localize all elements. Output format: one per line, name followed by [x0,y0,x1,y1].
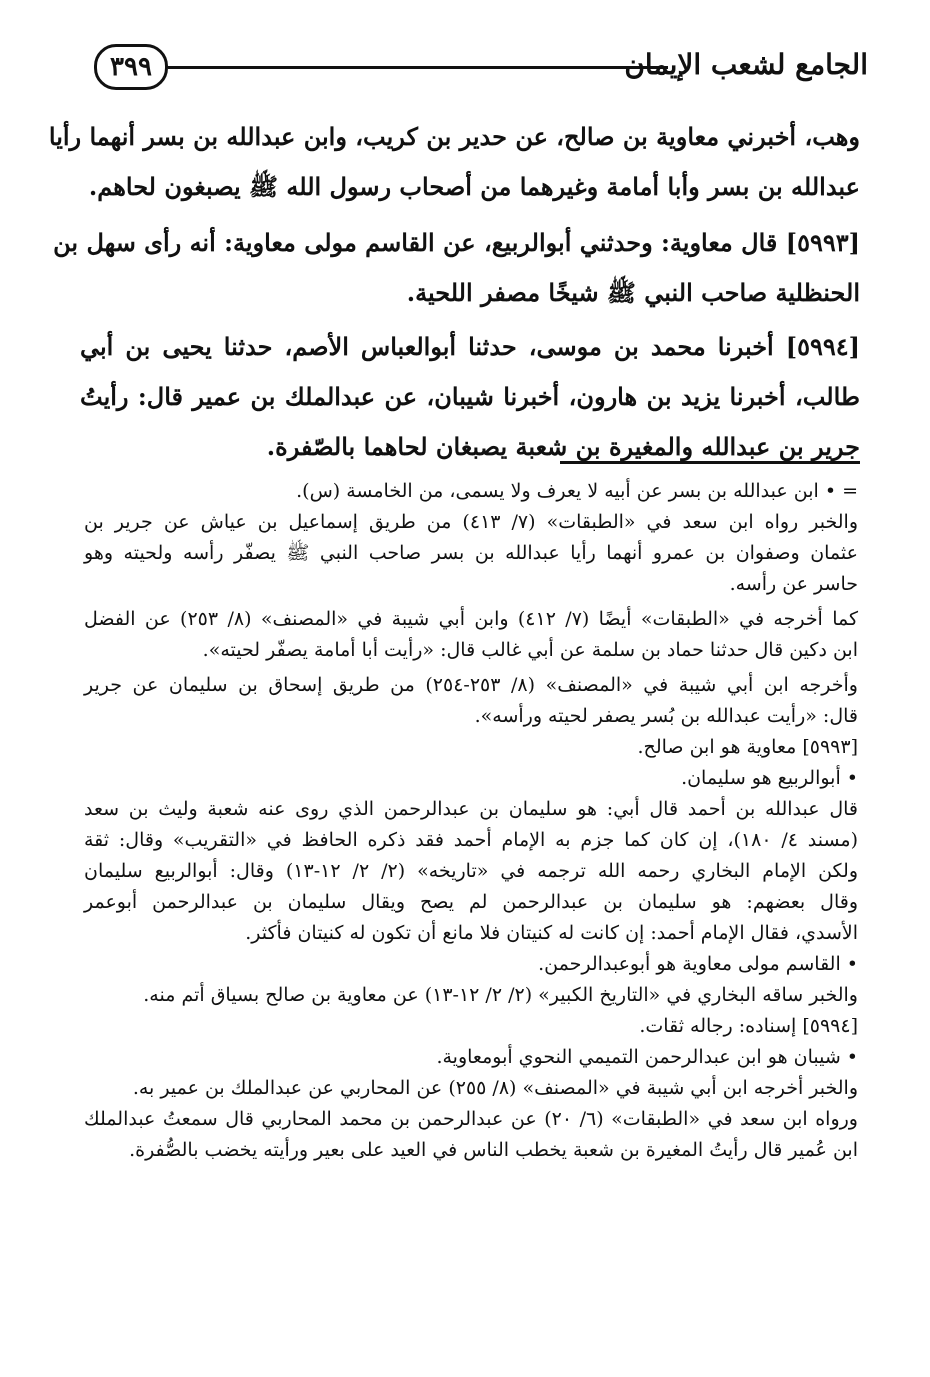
footnote-paragraph [84,732,858,763]
header-rule [168,66,668,69]
footnote-line: • أبوالربيع هو سليمان. [681,767,858,789]
text-line: [٥٩٩٣] قال معاوية: وحدثني أبوالربيع، عن القاسم مولى معاوية: أنه رأى سهل بن [53,228,860,257]
main-text [48,112,860,472]
footnote-line: ابن عُمير قال رأيتُ المغيرة بن شعبة يخطب الناس في العيد على بعير ورأيته يخضب بالصُّفرة. [129,1139,858,1161]
footnote-line: ابن دكين قال حدثنا حماد بن سلمة عن أبي غالب قال: «رأيت أبا أمامة يصفّر لحيته». [202,639,858,661]
running-title: الجامع لشعب الإيمان [624,48,868,81]
footnote-line: كما أخرجه في «الطبقات» أيضًا (٧/ ٤١٢) وابن أبي شيبة في «المصنف» (٨/ ٢٥٣) عن الفضل [84,608,859,630]
footnote-line: قال عبدالله بن أحمد قال أبي: هو سليمان بن عبدالرحمن الذي روى عنه شعبة وليث بن سعد [84,798,858,820]
text-line: طالب، أخبرنا يزيد بن هارون، أخبرنا شيبان، عن عبدالملك بن عمير قال: رأيتُ [80,382,860,411]
footnote-paragraph [84,949,858,980]
text-line: وهب، أخبرني معاوية بن صالح، عن حدير بن كريب، وابن عبدالله بن بسر أنهما رأيا [48,122,860,151]
footnote-line: • القاسم مولى معاوية هو أبوعبدالرحمن. [538,953,858,975]
footnote-paragraph [84,763,858,794]
paragraph-5994 [80,322,860,472]
footnote-paragraph [84,794,858,949]
footnote-line: والخبر رواه ابن سعد في «الطبقات» (٧/ ٤١٣) من طريق إسماعيل بن عياش عن جرير بن [84,511,858,533]
footnote-line: ولكن الإمام البخاري رحمه الله ترجمه في «تاريخه» (٢/ ٢/ ١٢-١٣) وقال: أبوالربيع سليمان [84,860,858,882]
footnote-paragraph [84,1104,858,1166]
footnote-paragraph [84,507,858,600]
footnote-line: [٥٩٩٣] معاوية هو ابن صالح. [637,736,858,758]
footnote-line: ورواه ابن سعد في «الطبقات» (٦/ ٢٠) عن عبدالرحمن بن محمد المحاربي قال سمعتُ عبدالملك [84,1108,858,1130]
text-line: [٥٩٩٤] أخبرنا محمد بن موسى، حدثنا أبوالعباس الأصم، حدثنا يحيى بن أبي [80,332,860,361]
page-header [88,40,868,100]
footnote-line: قال: «رأيت عبدالله بن بُسر يصفر لحيته ورأسه». [474,705,858,727]
footnote-paragraph [84,1011,858,1042]
footnote-line: الأسدي، فقال الإمام أحمد: إن كانت له كنيتان فلا مانع أن تكون له كنيتان فأكثر. [245,922,858,944]
page-number: ٣٩٩ [94,44,168,90]
footnotes [84,476,858,1166]
paragraph-continuation [48,112,860,212]
footnote-line: وأخرجه ابن أبي شيبة في «المصنف» (٨/ ٢٥٣-٢٥٤) من طريق إسحاق بن سليمان عن جرير [84,674,858,696]
footnote-paragraph [84,1073,858,1104]
footnote-line: والخبر أخرجه ابن أبي شيبة في «المصنف» (٨/ ٢٥٥) عن المحاربي عن عبدالملك بن عمير به. [132,1077,858,1099]
footnote-paragraph [84,604,858,666]
footnote-line: • شيبان هو ابن عبدالرحمن التميمي النحوي أبومعاوية. [436,1046,858,1068]
footnote-separator [560,461,860,464]
footnote-paragraph [84,476,858,507]
footnote-line: [٥٩٩٤] إسناده: رجاله ثقات. [639,1015,858,1037]
text-line: الحنظلية صاحب النبي ﷺ شيخًا مصفر اللحية. [406,278,860,307]
footnote-line: عثمان وصفوان بن عمرو أنهما رأيا عبدالله بن بسر صاحب النبي ﷺ يصفّر رأسه ولحيته وهو [84,542,858,564]
footnote-paragraph [84,670,858,732]
text-line: جرير بن عبدالله والمغيرة بن شعبة يصبغان لحاهما بالصّفرة. [266,432,860,461]
footnote-paragraph [84,980,858,1011]
footnote-line: = • ابن عبدالله بن بسر عن أبيه لا يعرف ولا يسمى، من الخامسة (س). [296,480,858,502]
footnote-line: وقال بعضهم: هو سليمان بن عبدالرحمن لم يصح ويقال سليمان بن عبدالرحمن أبوعمر [84,891,858,913]
paragraph-5993 [53,218,860,318]
footnote-line: (مسند ٤/ ١٨٠)، إن كان كما جزم به الإمام أحمد فقد ذكره الحافظ في «التقريب» وقال: ثقة [84,829,858,851]
footnote-line: حاسر عن رأسه. [729,573,858,595]
footnote-paragraph [84,1042,858,1073]
footnote-line: والخبر ساقه البخاري في «التاريخ الكبير» (٢/ ٢/ ١٢-١٣) عن معاوية بن صالح بسياق أتم منه. [143,984,858,1006]
text-line: عبدالله بن بسر وأبا أمامة وغيرهما من أصحاب رسول الله ﷺ يصبغون لحاهم. [88,172,860,201]
